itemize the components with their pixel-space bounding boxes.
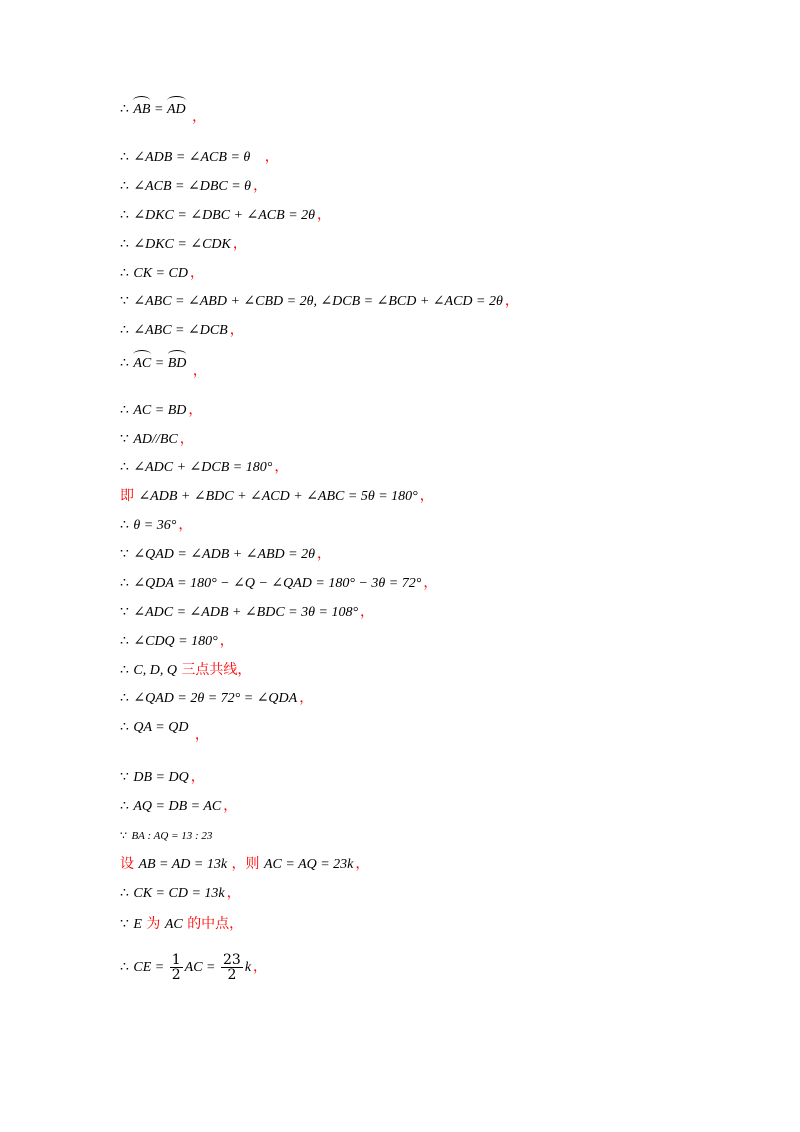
comma: ， xyxy=(360,604,375,620)
formula: AB = AD = 13k xyxy=(138,857,228,872)
therefore-symbol: ∴ xyxy=(120,576,129,591)
therefore-symbol: ∴ xyxy=(120,634,129,649)
proof-line-14 xyxy=(120,516,192,535)
comma: ， xyxy=(219,633,234,649)
prefix-she: 设 xyxy=(120,856,134,872)
proof-line-17 xyxy=(120,603,374,622)
prefix-ji: 即 xyxy=(120,488,134,504)
proof-line-13 xyxy=(120,487,434,506)
formula: ∠ABC = ∠ABD + ∠CBD = 2θ, ∠DCB = ∠BCD + ∠ACD = 2θ xyxy=(133,294,503,309)
fraction-denominator: 2 xyxy=(171,966,181,983)
formula: ∠ABC = ∠DCB xyxy=(133,323,228,338)
comma: ， xyxy=(190,769,205,785)
comma: ， xyxy=(192,363,207,379)
segment-ac: AC xyxy=(164,917,183,932)
formula: AD//BC xyxy=(133,432,178,447)
therefore-symbol: ∴ xyxy=(120,266,129,281)
therefore-symbol: ∴ xyxy=(120,460,129,475)
formula: CK = CD = 13k xyxy=(133,886,225,901)
point-e: E xyxy=(133,917,142,932)
proof-line-6 xyxy=(120,264,204,283)
therefore-symbol: ∴ xyxy=(120,356,129,371)
proof-line-9 xyxy=(120,354,207,379)
formula: ∠ADB = ∠ACB = θ xyxy=(133,150,251,165)
fraction-numerator: 1 xyxy=(171,951,181,968)
arc-ad: AD xyxy=(166,102,186,117)
formula: ∠QAD = 2θ = 72° = ∠QDA xyxy=(133,691,298,706)
comma: ， xyxy=(223,798,238,814)
because-symbol: ∵ xyxy=(120,605,129,620)
comma: ， xyxy=(274,459,289,475)
fraction-numerator: 23 xyxy=(222,951,241,968)
proof-line-3 xyxy=(120,177,267,196)
comma: ， xyxy=(504,293,519,309)
therefore-symbol: ∴ xyxy=(120,886,129,901)
comma: ， xyxy=(253,959,268,975)
therefore-symbol: ∴ xyxy=(120,237,129,252)
proof-line-10 xyxy=(120,401,202,420)
therefore-symbol: ∴ xyxy=(120,799,129,814)
proof-line-20 xyxy=(120,689,313,708)
therefore-symbol: ∴ xyxy=(120,150,129,165)
formula: ∠CDQ = 180° xyxy=(133,634,218,649)
therefore-symbol: ∴ xyxy=(120,179,129,194)
comma: ， xyxy=(232,236,247,252)
formula: AC = BD xyxy=(133,403,187,418)
then-text: ，则 xyxy=(231,856,260,872)
comma: ， xyxy=(226,885,241,901)
comma: ， xyxy=(253,178,268,194)
because-symbol: ∵ xyxy=(120,770,129,785)
proof-line-25 xyxy=(120,855,369,874)
because-symbol: ∵ xyxy=(120,547,129,562)
comma: ， xyxy=(188,402,203,418)
formula: C, D, Q xyxy=(133,663,177,678)
comma: ， xyxy=(189,265,204,281)
proof-line-12 xyxy=(120,458,288,477)
formula: ∠ADC + ∠DCB = 180° xyxy=(133,460,273,475)
proof-line-8 xyxy=(120,321,244,340)
proof-line-19 xyxy=(120,661,251,680)
ratio-formula: BA : AQ = 13 : 23 xyxy=(131,830,213,842)
proof-line-23 xyxy=(120,797,237,816)
proof-line-16 xyxy=(120,574,437,593)
comma: ， xyxy=(317,546,331,562)
therefore-symbol: ∴ xyxy=(120,208,129,223)
comma: ， xyxy=(299,690,314,706)
fraction-23-half xyxy=(221,953,243,982)
because-symbol: ∵ xyxy=(120,917,129,932)
collinear-text: 三点共线， xyxy=(181,662,252,678)
formula: ∠ADC = ∠ADB + ∠BDC = 3θ = 108° xyxy=(133,605,359,620)
therefore-symbol: ∴ xyxy=(120,403,129,418)
arc-bd: BD xyxy=(167,356,187,371)
proof-line-28 xyxy=(120,950,267,985)
is-text: 为 xyxy=(146,916,161,932)
formula: ∠ADB + ∠BDC + ∠ACD + ∠ABC = 5θ = 180° xyxy=(138,489,418,504)
formula: DB = DQ xyxy=(133,770,189,785)
fraction-denominator: 2 xyxy=(227,966,237,983)
comma: ， xyxy=(423,575,438,591)
formula: QA = QD xyxy=(133,720,189,735)
proof-line-15 xyxy=(120,545,331,564)
formula: ∠DKC = ∠CDK xyxy=(133,237,231,252)
comma: ， xyxy=(317,207,332,223)
variable-k: k xyxy=(244,960,252,975)
formula-2: AC = AQ = 23k xyxy=(263,857,354,872)
therefore-symbol: ∴ xyxy=(120,720,129,735)
formula: CK = CD xyxy=(133,266,188,281)
formula: ∠ACB = ∠DBC = θ xyxy=(133,179,252,194)
midpoint-text: 的中点， xyxy=(187,916,244,932)
formula: ∠QDA = 180° − ∠Q − ∠QAD = 180° − 3θ = 72° xyxy=(133,576,422,591)
equals: = xyxy=(150,102,167,117)
because-symbol: ∵ xyxy=(120,830,127,842)
comma: ， xyxy=(179,431,194,447)
therefore-symbol: ∴ xyxy=(120,691,129,706)
formula: ∠DKC = ∠DBC + ∠ACB = 2θ xyxy=(133,208,316,223)
arc-ac: AC xyxy=(133,356,152,371)
formula: AQ = DB = AC xyxy=(133,799,222,814)
therefore-symbol: ∴ xyxy=(120,663,129,678)
because-symbol: ∵ xyxy=(120,294,129,309)
proof-line-11 xyxy=(120,430,194,449)
proof-line-18 xyxy=(120,632,234,651)
proof-line-4 xyxy=(120,206,331,225)
comma: ， xyxy=(419,488,434,504)
proof-line-21 xyxy=(120,718,209,743)
proof-line-2 xyxy=(120,148,279,167)
therefore-symbol: ∴ xyxy=(120,323,129,338)
therefore-symbol: ∴ xyxy=(120,518,129,533)
formula-ac: AC = xyxy=(184,960,219,975)
comma: ， xyxy=(229,322,244,338)
fraction-one-half xyxy=(170,953,183,982)
equals: = xyxy=(151,356,168,371)
proof-line-22 xyxy=(120,768,205,787)
therefore-symbol: ∴ xyxy=(120,960,129,975)
proof-line-1 xyxy=(120,100,207,125)
formula-ce: CE = xyxy=(133,960,168,975)
arc-ab: AB xyxy=(133,102,151,117)
formula: ∠QAD = ∠ADB + ∠ABD = 2θ xyxy=(133,547,315,562)
proof-line-24 xyxy=(120,826,212,845)
therefore-symbol: ∴ xyxy=(120,102,129,117)
comma: ， xyxy=(178,517,193,533)
comma: ， xyxy=(194,727,209,743)
comma: ， xyxy=(264,149,279,165)
formula: θ = 36° xyxy=(133,518,177,533)
comma: ， xyxy=(355,856,370,872)
because-symbol: ∵ xyxy=(120,432,129,447)
proof-line-27 xyxy=(120,915,243,934)
proof-line-26 xyxy=(120,884,241,903)
proof-line-7 xyxy=(120,292,519,311)
comma: ， xyxy=(192,109,207,125)
proof-line-5 xyxy=(120,235,247,254)
